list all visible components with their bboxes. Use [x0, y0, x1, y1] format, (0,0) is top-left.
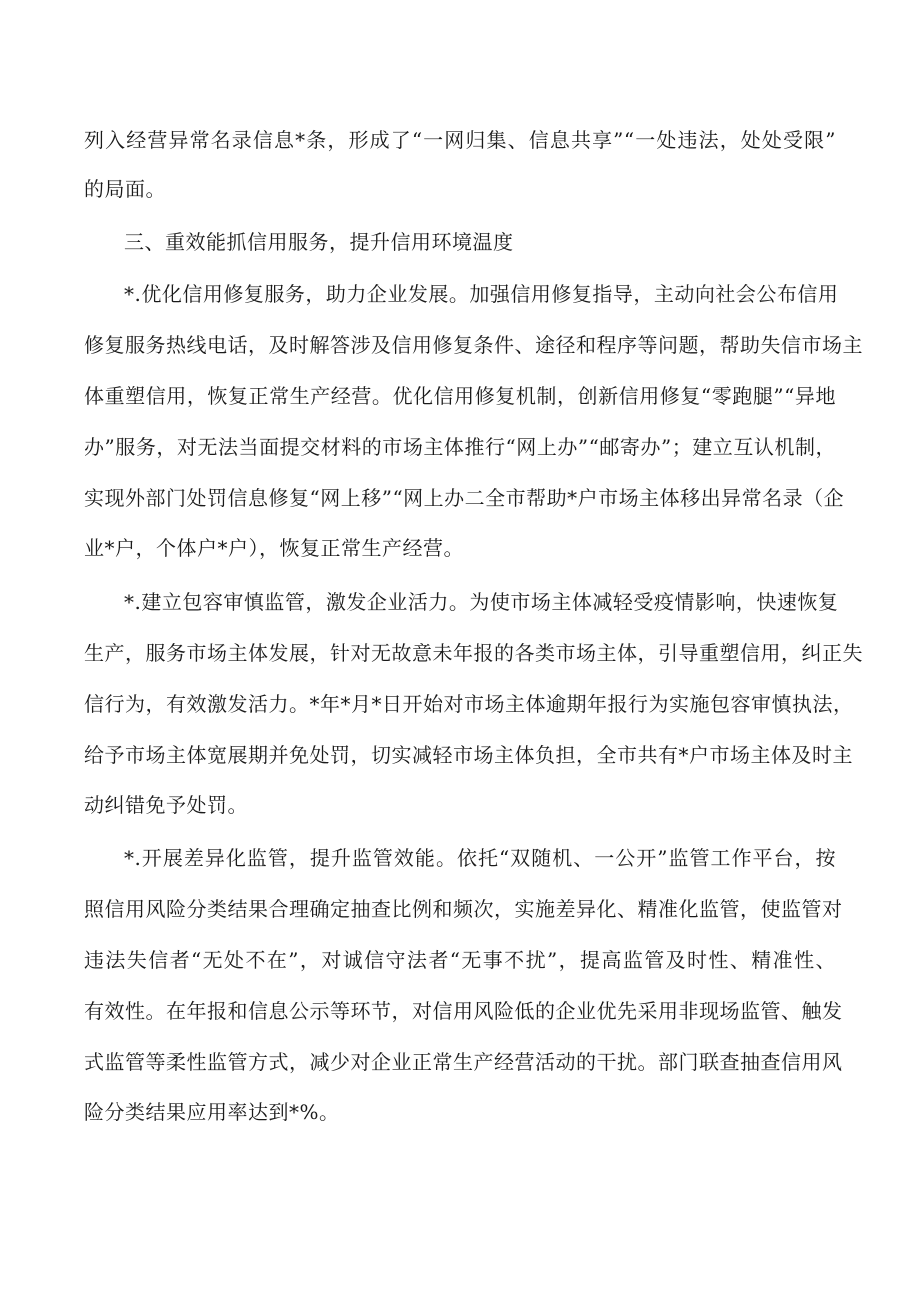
paragraph-line: 体重塑信用，恢复正常生产经营。优化信用修复机制，创新信用修复“零跑腿”“异地	[84, 384, 836, 408]
paragraph-line: 给予市场主体宽展期并免处罚，切实减轻市场主体负担，全市共有*户市场主体及时主	[84, 743, 853, 767]
paragraph-line: 信行为，有效激发活力。*年*月*日开始对市场主体逾期年报行为实施包容审慎执法，	[84, 692, 854, 716]
paragraph-line: *.开展差异化监管，提升监管效能。依托“双随机、一公开”监管工作平台，按	[124, 846, 836, 870]
paragraph-line: 的局面。	[84, 177, 166, 201]
paragraph-line: *.优化信用修复服务，助力企业发展。加强信用修复指导，主动向社会公布信用	[124, 282, 839, 306]
section-heading: 三、重效能抓信用服务，提升信用环境温度	[124, 230, 514, 254]
paragraph-line: 修复服务热线电话，及时解答涉及信用修复条件、途径和程序等问题，帮助失信市场主	[84, 333, 863, 357]
paragraph-line: 动纠错免予处罚。	[84, 793, 248, 817]
paragraph-line: 办”服务，对无法当面提交材料的市场主体推行“网上办”“邮寄办”；建立互认机制，	[84, 435, 836, 459]
paragraph-line: 式监管等柔性监管方式，减少对企业正常生产经营活动的干扰。部门联查抽查信用风	[84, 1050, 843, 1074]
paragraph-line: *.建立包容审慎监管，激发企业活力。为使市场主体减轻受疫情影响，快速恢复	[124, 590, 839, 614]
paragraph-line: 实现外部门处罚信息修复“网上移”“网上办二全市帮助*户市场主体移出异常名录（企	[84, 486, 845, 510]
paragraph-line: 列入经营异常名录信息*条，形成了“一网归集、信息共享”“一处违法，处处受限”	[84, 128, 836, 152]
paragraph-line: 照信用风险分类结果合理确定抽查比例和频次，实施差异化、精准化监管，使监管对	[84, 897, 843, 921]
paragraph-line: 生产，服务市场主体发展，针对无故意未年报的各类市场主体，引导重塑信用，纠正失	[84, 641, 863, 665]
paragraph-line: 业*户，个体户*户），恢复正常生产经营。	[84, 536, 464, 560]
paragraph-line: 有效性。在年报和信息公示等环节，对信用风险低的企业优先采用非现场监管、触发	[84, 999, 843, 1023]
paragraph-line: 险分类结果应用率达到*%。	[84, 1100, 340, 1124]
paragraph-line: 违法失信者“无处不在”，对诚信守法者“无事不扰”，提高监管及时性、精准性、	[84, 948, 836, 972]
